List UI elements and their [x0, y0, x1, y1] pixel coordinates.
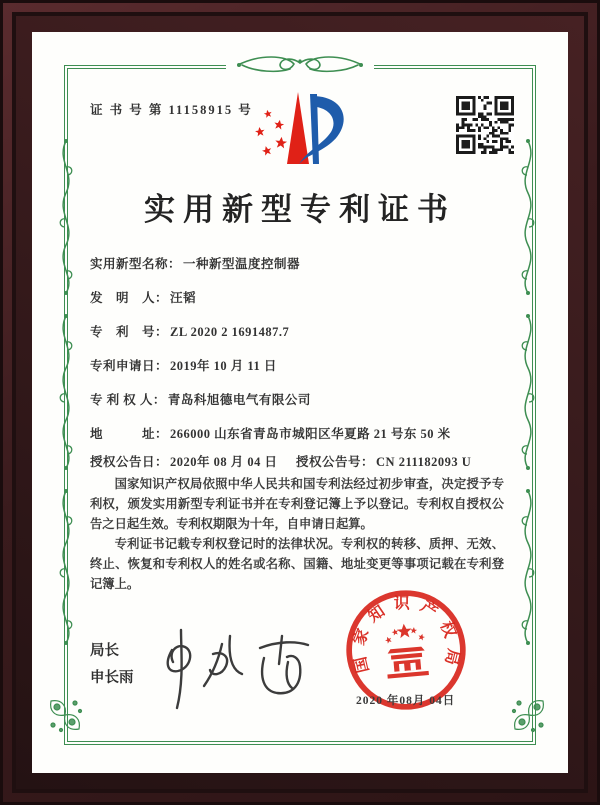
- certificate-paper: [32, 32, 568, 773]
- field-patent-number: 专 利 号： ZL 2020 2 1691487.7: [90, 325, 290, 339]
- signer-name: 申长雨: [90, 670, 134, 686]
- legal-text: [90, 474, 504, 594]
- certificate-title: 实用新型专利证书: [144, 192, 456, 227]
- qr-code-icon: [456, 96, 514, 154]
- seal-date: 2020 年08月 04日: [356, 695, 456, 707]
- right-flourish-icon: [515, 487, 541, 647]
- certificate-number: 证 书 号 第 11158915 号: [90, 103, 253, 117]
- field-patentee: 专 利 权 人： 青岛科旭德电气有限公司: [90, 393, 311, 407]
- signer-block: [90, 638, 134, 692]
- field-name: 实用新型名称： 一种新型温度控制器: [90, 257, 301, 271]
- left-flourish-icon: [53, 487, 79, 647]
- field-filing-date: 专利申请日： 2019年 10 月 11 日: [90, 359, 277, 373]
- top-flourish-icon: [226, 52, 374, 78]
- field-inventor: 发 明 人： 汪韬: [90, 291, 197, 305]
- signature-icon: [150, 618, 330, 718]
- seal-text: 国家知识产权局: [350, 595, 462, 676]
- cnipa-logo-icon: [248, 88, 344, 172]
- corner-floral-icon: [509, 695, 549, 735]
- field-address: 地 址： 266000 山东省青岛市城阳区华夏路 21 号东 50 米: [90, 427, 451, 441]
- corner-floral-icon: [45, 695, 85, 735]
- left-flourish-icon: [53, 312, 79, 472]
- signer-title: 局长: [90, 643, 119, 659]
- field-grant-number: 授权公告号： CN 211182093 U: [296, 455, 472, 469]
- legal-paragraph-1: 国家知识产权局依照中华人民共和国专利法经过初步审查，决定授予专利权，颁发实用新型专利证书并在专利登记簿上予以登记。专利权自授权公告之日起生效。专利权期限为十年，自申请日起算。: [90, 477, 504, 531]
- right-flourish-icon: [515, 312, 541, 472]
- legal-paragraph-2: 专利证书记载专利权登记时的法律状况。专利权的转移、质押、无效、终止、恢复和专利权人的姓名或名称、国籍、地址变更等事项记载在专利登记簿上。: [90, 537, 504, 591]
- field-grant: 授权公告日： 2020年 08 月 04 日 授权公告号： CN 211182093 U: [90, 452, 502, 470]
